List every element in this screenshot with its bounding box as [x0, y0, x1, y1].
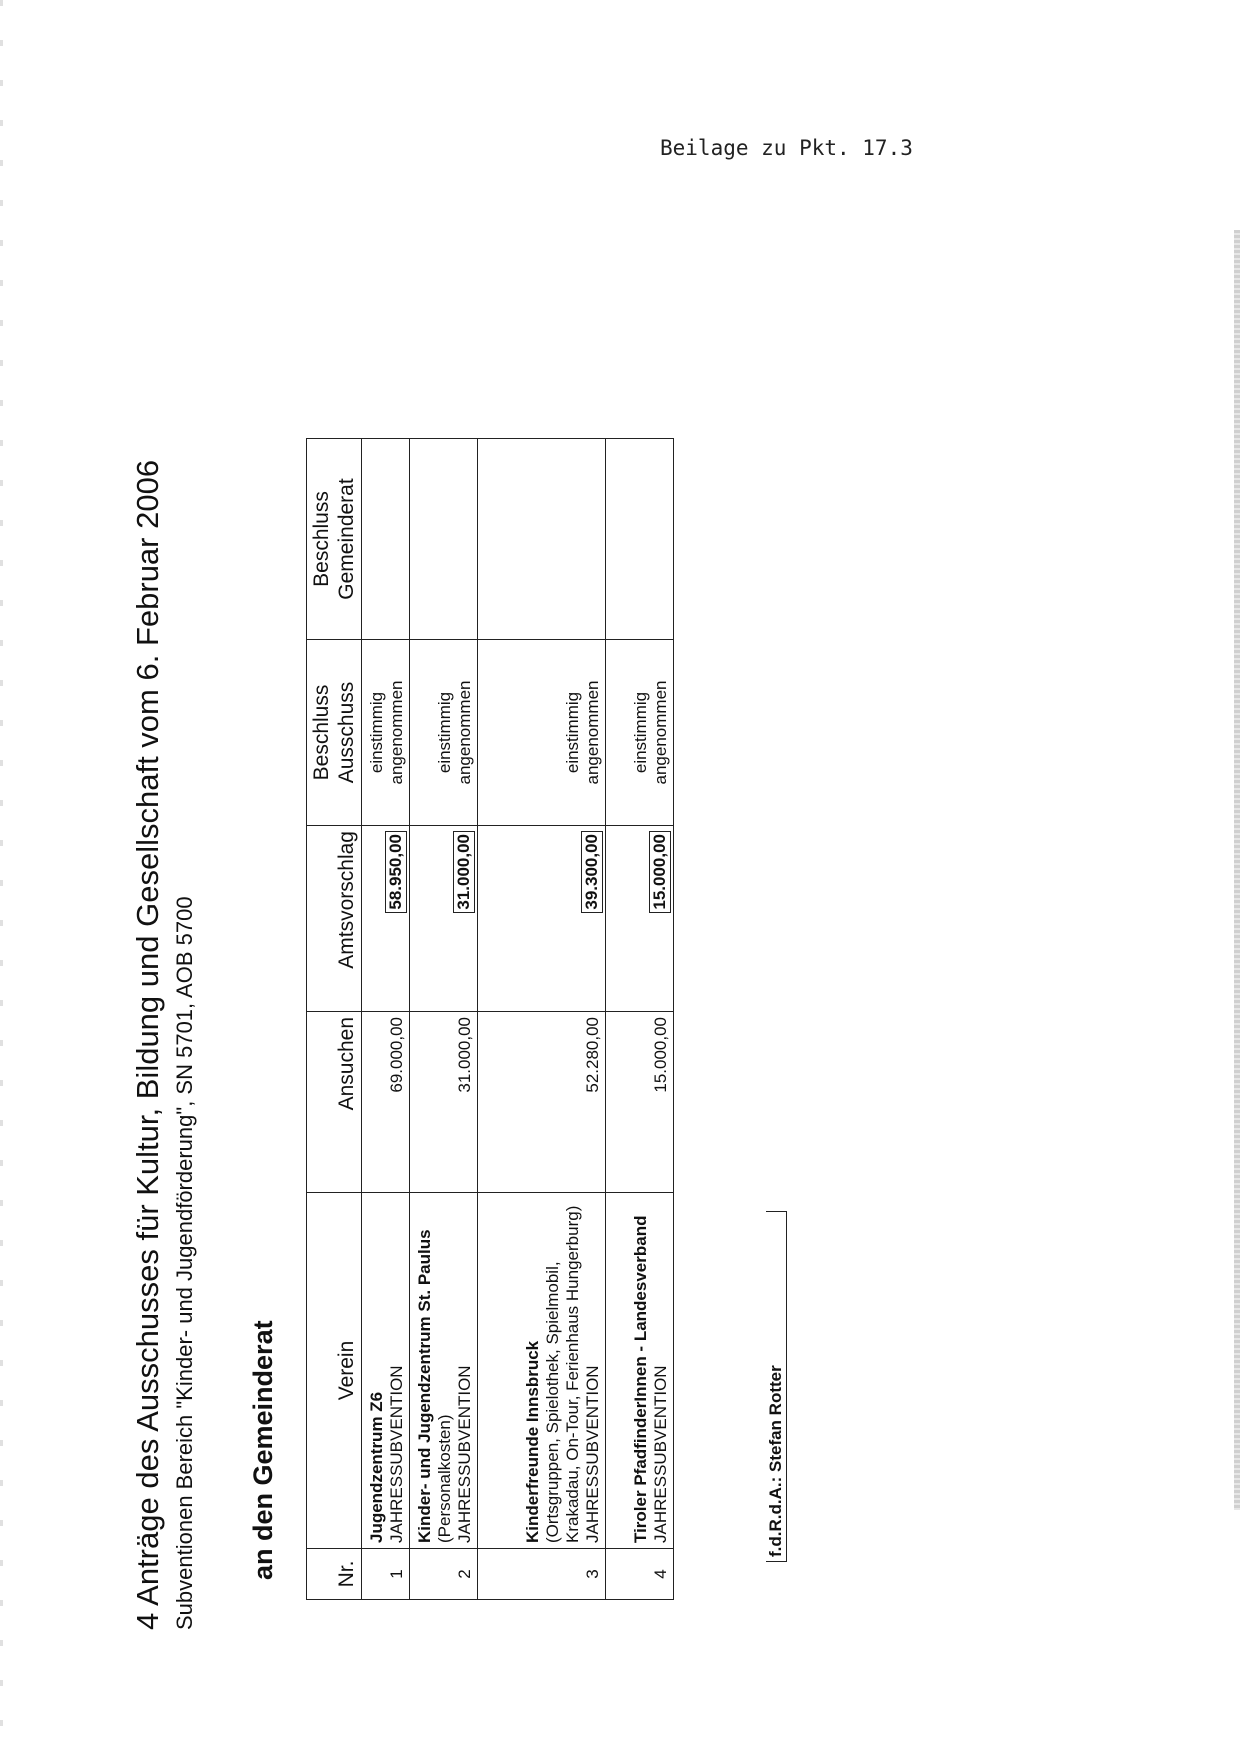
signature-line: f.d.R.d.A.: Stefan Rotter	[766, 1211, 787, 1562]
header-beschluss-ausschuss	[307, 640, 362, 826]
row-beschluss-gemeinderat	[410, 439, 478, 640]
row-nr: 3	[478, 1549, 606, 1600]
header-verein: Verein	[307, 1193, 362, 1549]
row-amtsvorschlag	[606, 826, 674, 1012]
beschluss-line1: einstimmig	[367, 691, 386, 774]
row-nr: 1	[362, 1549, 410, 1600]
row-ansuchen: 69.000,00	[362, 1012, 410, 1193]
document-title: 4 Anträge des Ausschusses für Kultur, Bildung und Gesellschaft vom 6. Februar 2006	[130, 459, 165, 1630]
header-beschluss-gemeinderat-line1: Beschluss	[310, 491, 333, 587]
row-beschluss-ausschuss	[362, 640, 410, 826]
scan-edge-left	[0, 0, 3, 1753]
verein-type: JAHRESSUBVENTION	[651, 1365, 670, 1543]
row-beschluss-gemeinderat	[606, 439, 674, 640]
row-ansuchen: 31.000,00	[410, 1012, 478, 1193]
table-row	[410, 439, 478, 1600]
table-row	[606, 439, 674, 1600]
verein-detail: (Ortsgruppen, Spielothek, Spielmobil, Krakadau, On-Tour, Ferienhaus Hungerburg)	[543, 1205, 582, 1543]
verein-type: JAHRESSUBVENTION	[387, 1365, 406, 1543]
amtsvorschlag-value: 39.300,00	[581, 831, 603, 913]
beschluss-line2: angenommen	[583, 680, 602, 785]
beschluss-line1: einstimmig	[435, 691, 454, 774]
table-row	[362, 439, 410, 1600]
header-beschluss-ausschuss-line2: Ausschuss	[335, 681, 358, 784]
row-beschluss-ausschuss	[410, 640, 478, 826]
row-verein	[410, 1193, 478, 1549]
header-beschluss-gemeinderat-line2: Gemeinderat	[335, 478, 358, 600]
verein-name-line	[415, 1198, 455, 1543]
row-verein	[362, 1193, 410, 1549]
verein-name: Jugendzentrum Z6	[367, 1391, 386, 1543]
row-verein	[606, 1193, 674, 1549]
amtsvorschlag-value: 58.950,00	[385, 831, 407, 913]
row-beschluss-ausschuss	[478, 640, 606, 826]
beschluss-line2: angenommen	[387, 680, 406, 785]
beschluss-line2: angenommen	[455, 680, 474, 785]
header-beschluss-gemeinderat	[307, 439, 362, 640]
header-amtsvorschlag: Amtsvorschlag	[307, 826, 362, 1012]
row-amtsvorschlag	[362, 826, 410, 1012]
row-nr: 4	[606, 1549, 674, 1600]
row-beschluss-ausschuss	[606, 640, 674, 826]
verein-name: Kinder- und Jugendzentrum St. Paulus	[415, 1229, 434, 1543]
verein-name: Kinderfreunde Innsbruck	[523, 1340, 542, 1543]
subsidy-table	[306, 438, 674, 1600]
document-subtitle: Subventionen Bereich "Kinder- und Jugendförderung", SN 5701, AOB 5700	[172, 896, 197, 1630]
attachment-stamp: Beilage zu Pkt. 17.3	[660, 136, 913, 160]
header-ansuchen: Ansuchen	[307, 1012, 362, 1193]
row-verein	[478, 1193, 606, 1549]
table-row	[478, 439, 606, 1600]
rotated-document	[130, 360, 785, 1630]
beschluss-line2: angenommen	[651, 680, 670, 785]
signature-wrap	[766, 1217, 790, 1562]
row-beschluss-gemeinderat	[362, 439, 410, 640]
verein-type: JAHRESSUBVENTION	[583, 1365, 602, 1543]
header-nr: Nr.	[307, 1549, 362, 1600]
verein-name: Tiroler PfadfinderInnen - Landesverband	[631, 1215, 650, 1543]
header-beschluss-ausschuss-line1: Beschluss	[310, 684, 333, 781]
amtsvorschlag-value: 31.000,00	[453, 831, 475, 913]
verein-type: JAHRESSUBVENTION	[455, 1365, 474, 1543]
amtsvorschlag-value: 15.000,00	[649, 831, 671, 913]
verein-detail: (Personalkosten)	[435, 1414, 454, 1543]
row-amtsvorschlag	[478, 826, 606, 1012]
row-ansuchen: 15.000,00	[606, 1012, 674, 1193]
row-ansuchen: 52.280,00	[478, 1012, 606, 1193]
beschluss-line1: einstimmig	[631, 691, 650, 774]
scan-edge-right	[1234, 230, 1240, 1510]
row-beschluss-gemeinderat	[478, 439, 606, 640]
table-header-row	[307, 439, 362, 1600]
beschluss-line1: einstimmig	[563, 691, 582, 774]
row-amtsvorschlag	[410, 826, 478, 1012]
row-nr: 2	[410, 1549, 478, 1600]
section-heading: an den Gemeinderat	[248, 1320, 278, 1580]
